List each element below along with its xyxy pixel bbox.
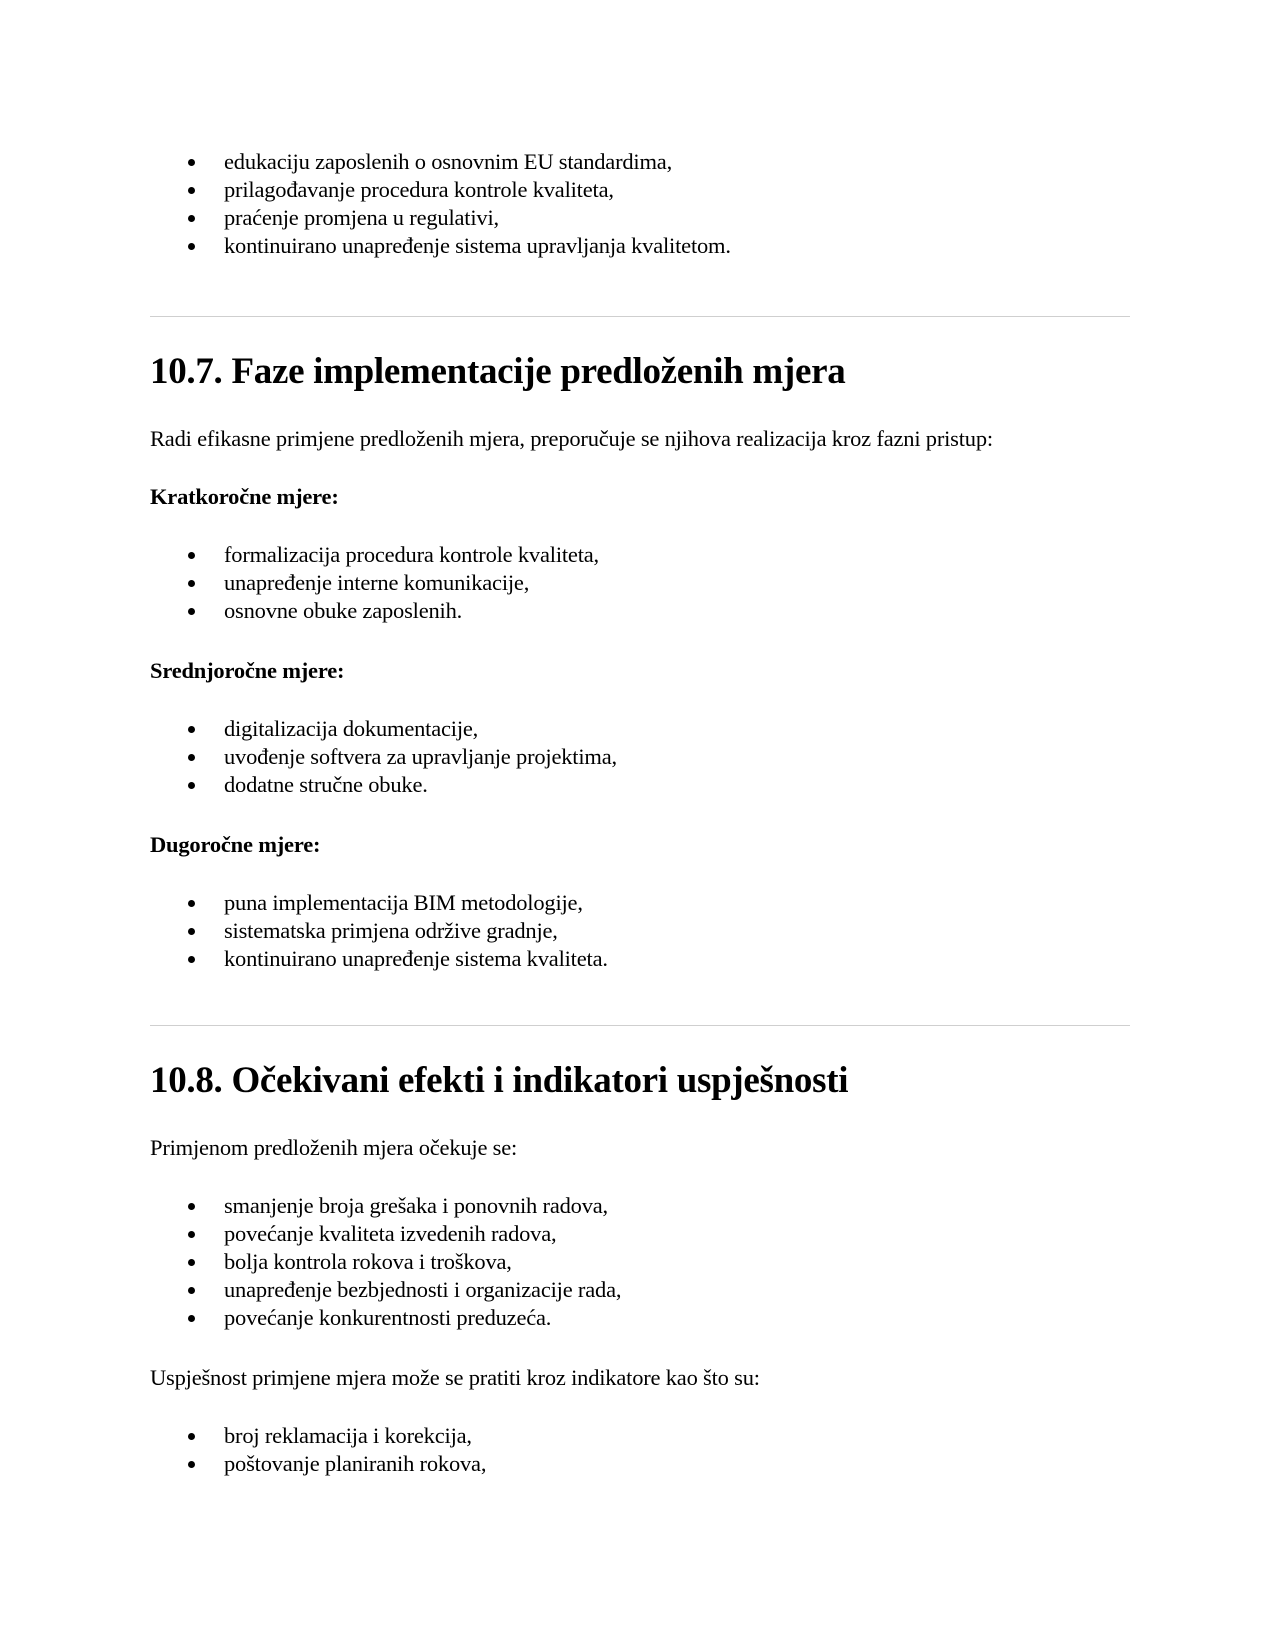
list-item — [0, 1192, 621, 1220]
list-item — [0, 917, 608, 945]
section-intro: Primjenom predloženih mjera očekuje se: — [150, 1135, 518, 1160]
list-item-text: edukaciju zaposlenih o osnovnim EU standardima, — [224, 149, 672, 174]
bullet-icon — [188, 243, 195, 250]
list-item — [0, 1304, 621, 1332]
bullet-icon — [188, 1461, 195, 1468]
list-item-text: poštovanje planiranih rokova, — [224, 1451, 487, 1476]
bullet-icon — [188, 1231, 195, 1238]
section-divider — [150, 1025, 1130, 1026]
list-item-text: digitalizacija dokumentacije, — [224, 716, 479, 741]
list-item — [0, 771, 617, 799]
list-item-text: unapređenje interne komunikacije, — [224, 570, 530, 595]
list-item — [0, 204, 731, 232]
list-item-text: bolja kontrola rokova i troškova, — [224, 1249, 512, 1274]
list-item — [0, 148, 731, 176]
short-term-label: Kratkoročne mjere: — [150, 484, 339, 509]
bullet-icon — [188, 215, 195, 222]
bullet-icon — [188, 900, 195, 907]
list-item — [0, 597, 599, 625]
list-item-text: unapređenje bezbjednosti i organizacije rada, — [224, 1277, 622, 1302]
list-item-text: sistematska primjena održive gradnje, — [224, 918, 558, 943]
list-item — [0, 541, 599, 569]
bullet-icon — [188, 956, 195, 963]
section-intro: Radi efikasne primjene predloženih mjera, preporučuje se njihova realizacija kroz fazni pristup: — [150, 426, 993, 451]
list-item-text: formalizacija procedura kontrole kvaliteta, — [224, 542, 599, 567]
list-item — [0, 743, 617, 771]
list-item-text: osnovne obuke zaposlenih. — [224, 598, 463, 623]
bullet-icon — [188, 1433, 195, 1440]
section-divider — [150, 316, 1130, 317]
list-item — [0, 176, 731, 204]
list-item-text: kontinuirano unapređenje sistema kvaliteta. — [224, 946, 608, 971]
list-item — [0, 889, 608, 917]
effects-list — [0, 1192, 621, 1332]
list-item — [0, 1248, 621, 1276]
section-heading-10-8: 10.8. Očekivani efekti i indikatori uspješnosti — [150, 1060, 849, 1101]
list-item-text: uvođenje softvera za upravljanje projektima, — [224, 744, 617, 769]
bullet-icon — [188, 1203, 195, 1210]
bullet-icon — [188, 159, 195, 166]
indicators-list — [0, 1422, 486, 1478]
list-item-text: broj reklamacija i korekcija, — [224, 1423, 472, 1448]
list-item-text: povećanje konkurentnosti preduzeća. — [224, 1305, 552, 1330]
list-item — [0, 569, 599, 597]
short-term-list — [0, 541, 599, 625]
bullet-icon — [188, 754, 195, 761]
intro-list — [0, 148, 731, 260]
list-item-text: povećanje kvaliteta izvedenih radova, — [224, 1221, 557, 1246]
bullet-icon — [188, 1315, 195, 1322]
mid-term-label: Srednjoročne mjere: — [150, 658, 345, 683]
list-item — [0, 715, 617, 743]
list-item — [0, 1422, 486, 1450]
bullet-icon — [188, 580, 195, 587]
list-item — [0, 945, 608, 973]
bullet-icon — [188, 187, 195, 194]
bullet-icon — [188, 782, 195, 789]
list-item — [0, 1276, 621, 1304]
indicators-intro: Uspješnost primjene mjera može se pratiti kroz indikatore kao što su: — [150, 1365, 760, 1390]
bullet-icon — [188, 726, 195, 733]
list-item — [0, 1220, 621, 1248]
bullet-icon — [188, 608, 195, 615]
bullet-icon — [188, 928, 195, 935]
long-term-label: Dugoročne mjere: — [150, 832, 321, 857]
bullet-icon — [188, 552, 195, 559]
list-item-text: praćenje promjena u regulativi, — [224, 205, 499, 230]
long-term-list — [0, 889, 608, 973]
list-item-text: smanjenje broja grešaka i ponovnih radova, — [224, 1193, 608, 1218]
bullet-icon — [188, 1259, 195, 1266]
mid-term-list — [0, 715, 617, 799]
list-item-text: prilagođavanje procedura kontrole kvaliteta, — [224, 177, 614, 202]
section-heading-10-7: 10.7. Faze implementacije predloženih mjera — [150, 351, 846, 392]
bullet-icon — [188, 1287, 195, 1294]
list-item-text: dodatne stručne obuke. — [224, 772, 428, 797]
list-item — [0, 1450, 486, 1478]
list-item-text: puna implementacija BIM metodologije, — [224, 890, 583, 915]
list-item — [0, 232, 731, 260]
list-item-text: kontinuirano unapređenje sistema upravljanja kvalitetom. — [224, 233, 731, 258]
